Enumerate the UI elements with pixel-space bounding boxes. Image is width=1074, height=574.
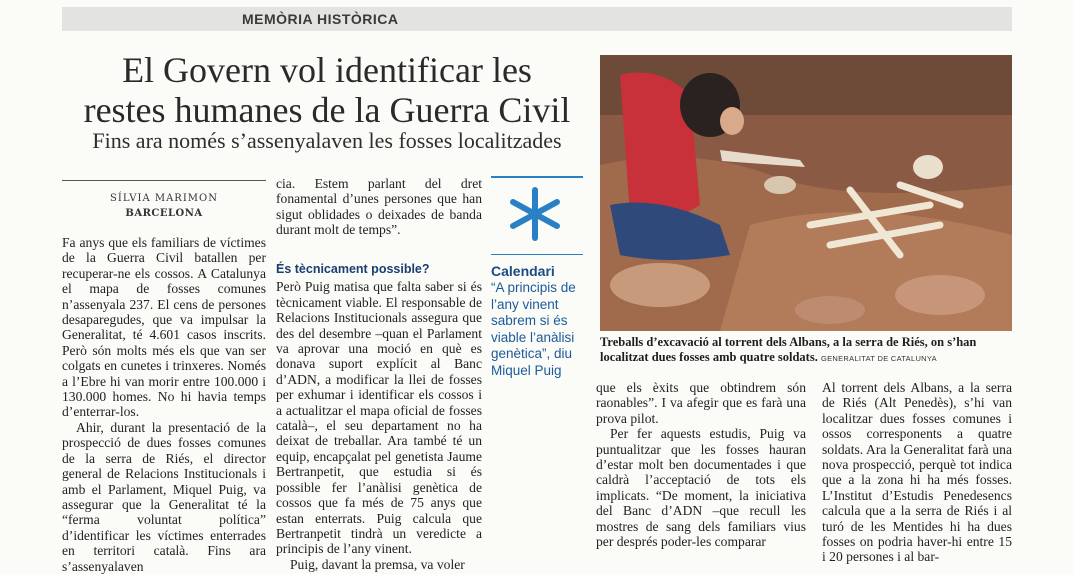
headline-line-1: El Govern vol identificar les [122, 50, 532, 90]
photo-caption [600, 335, 1012, 366]
section-bar [62, 7, 1012, 31]
paragraph: Fa anys que els familiars de víctimes de la Guerra Civil batallen per recuperar-ne els cossos. A Catalunya el mapa de fosses comunes n’assenyala 237. El cens de persones desaparegudes, que va impulsar la Generalitat, té 4.601 casos inscrits. Però són molts més els que van ser colgats en cunetes i trinxeres. Només a l’Ebre hi van morir entre 100.000 i 130.000 homes. No hi havia temps d’enterrar-los. [62, 235, 266, 420]
paragraph: Però Puig matisa que falta saber si és tècnicament viable. El responsable de Relacions Institucionals assegura que des del desembre –quan el Parlament va aprovar una moció en què es donava suport explícit al Banc d’ADN, a modificar la llei de fosses per exhumar i identificar els cossos i a actualitzar el mapa oficial de fosses català–, el seu departament no ha deixat de treballar. Ara també té un equip, encapçalat pel genetista Jaume Bertranpetit, que estudia si és possible fer l’anàlisi genètica de cossos que fa més de 75 anys que estan enterrats. Puig calcula que Bertranpetit tindrà un veredicte a principis de l’any vinent. [276, 279, 482, 557]
section-label: MEMÒRIA HISTÒRICA [242, 11, 399, 27]
paragraph: Puig, davant la premsa, va voler [290, 556, 465, 572]
caption-text: Treballs d’excavació al torrent dels Albans, a la serra de Riés, on s’han localitzat dues fosses amb quatre soldats. [600, 335, 977, 364]
paragraph: Al torrent dels Albans, a la serra de Riés (Alt Penedès), s’hi van localitzar dues fosses comunes i ossos corresponents a quatre soldats. Ara la Generalitat farà una nova prospecció, perquè tot indica que a la zona hi ha més fosses. L’Institut d’Estudis Penedesencs calcula que a la serra de Riés i al turó de les Mentides hi ha dues fosses on podria haver-hi entre 15 i 20 persones i al bar- [822, 380, 1012, 565]
article-column-1 [62, 235, 266, 574]
crosshead: És tècnicament possible? [276, 262, 430, 276]
article-column-2-top [276, 176, 482, 238]
sidebar-quote: “A principis de l’any vinent sabrem si és viable l’anàlisi genètica”, diu Miquel Puig [491, 280, 576, 378]
paragraph: cia. Estem parlant del dret fonamental d’unes persones que han sigut oblidades o deixades de banda durant molt de temps”. [276, 176, 482, 238]
sidebar-rule [491, 254, 583, 255]
asterisk-icon [505, 184, 565, 244]
subheadline: Fins ara només s’assenyalaven les fosses localitzades [92, 128, 562, 153]
article-column-4 [822, 380, 1012, 565]
article-column-3 [596, 380, 806, 549]
excavation-photo [600, 55, 1012, 331]
byline-author: SÍLVIA MARIMON [110, 193, 218, 204]
photo-credit: GENERALITAT DE CATALUNYA [820, 354, 937, 363]
paragraph: que els èxits que obtindrem són raonables”. I va afegir que es farà una prova pilot. [596, 380, 806, 426]
headline [62, 50, 592, 130]
article-column-2 [276, 262, 482, 572]
byline-city: BARCELONA [125, 208, 203, 219]
headline-line-2: restes humanes de la Guerra Civil [83, 90, 571, 130]
byline-rule [62, 180, 266, 181]
sidebar-rule-top [491, 176, 583, 178]
paragraph: Per fer aquests estudis, Puig va puntualitzar que les fosses hauran d’estar molt ben documentades i que caldrà l’acceptació de tots els implicats. “De moment, la iniciativa del Banc d’ADN –que recull les mostres de sang dels familiars vius per després poder-les comparar [596, 426, 806, 550]
sidebar-title: Calendari [491, 263, 555, 279]
paragraph: Ahir, durant la presentació de la prospecció de dues fosses comunes de la serra de Riés, el director general de Relacions Institucionals i amb el Parlament, Miquel Puig, va assegurar que la Generalitat té la “ferma voluntat política” d’identificar les víctimes enterrades en territori català. Fins ara s’assenyalaven [62, 419, 266, 574]
